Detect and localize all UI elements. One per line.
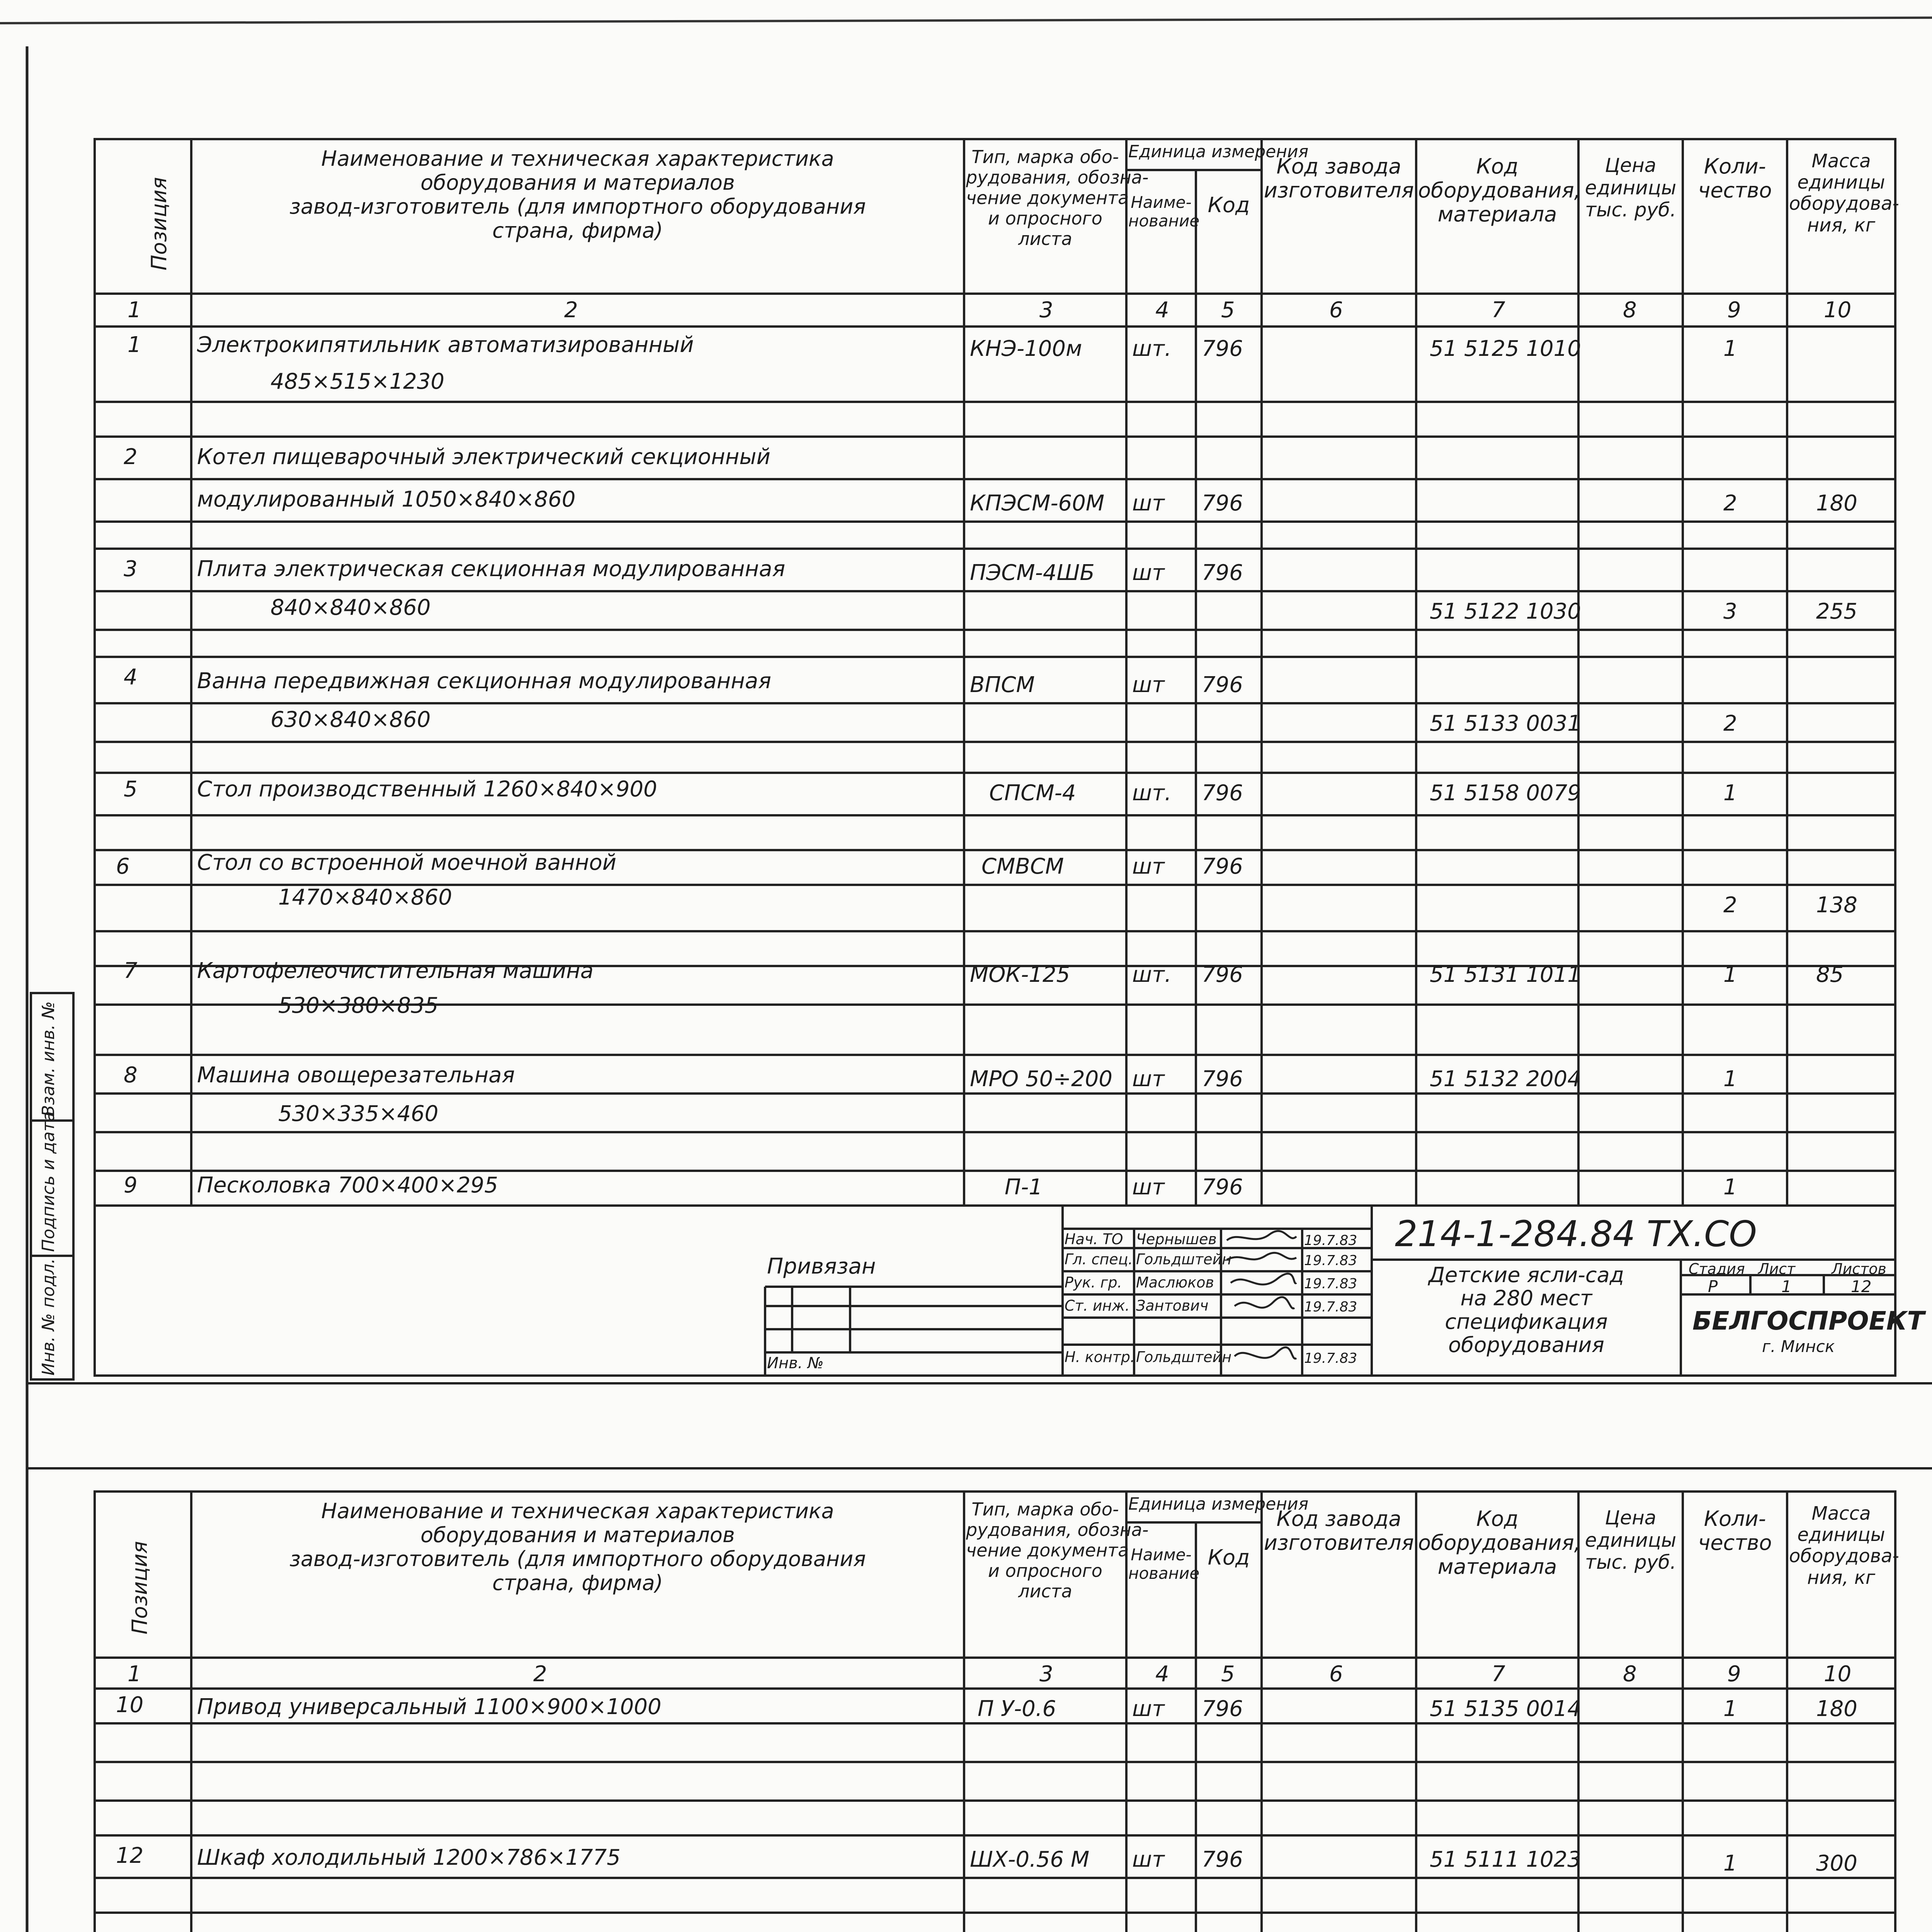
s1-code: 796	[1202, 672, 1243, 697]
side-vzam-inv: Взам. инв. №	[39, 1001, 58, 1117]
s1-code: 796	[1202, 781, 1243, 806]
stamp1-role: Ст. инж.	[1065, 1297, 1130, 1314]
stamp1-date: 19.7.83	[1304, 1350, 1357, 1366]
s1-name: Машина овощерезательная	[197, 1063, 515, 1088]
stamp1-role: Н. контр.	[1065, 1349, 1135, 1366]
stamp1-sheet: 1	[1781, 1277, 1792, 1296]
stamp1-privyazan: Привязан	[767, 1254, 876, 1279]
stamp1-date: 19.7.83	[1304, 1233, 1357, 1248]
s1-qty: 1	[1723, 1066, 1737, 1092]
s1-pos: 3	[124, 556, 138, 582]
stamp1-stage-h: Стадия	[1689, 1260, 1745, 1277]
s2-mass: 180	[1816, 1696, 1857, 1721]
s1-pos: 9	[124, 1173, 138, 1198]
stamp1-sheet-h: Лист	[1758, 1260, 1796, 1277]
s1-unit: шт	[1132, 854, 1165, 879]
s1-unit: шт.	[1132, 336, 1172, 361]
s1-qty: 3	[1723, 599, 1737, 624]
s2-qty: 1	[1723, 1851, 1737, 1876]
header-qty-2: Коли- чество	[1698, 1507, 1772, 1555]
s1-pos: 8	[124, 1063, 138, 1088]
colnum-2: 2	[533, 1662, 547, 1687]
stamp1-doc-code: 214-1-284.84 ТХ.СО	[1395, 1213, 1757, 1255]
header-unit: Единица измерения	[1128, 142, 1309, 162]
stamp1-name: Гольдштейн	[1136, 1349, 1232, 1366]
s1-type: ПЭСМ-4ШБ	[970, 560, 1095, 585]
stamp1-city: г. Минск	[1762, 1337, 1835, 1356]
colnum-7: 7	[1492, 298, 1505, 323]
stamp1-name: Гольдштейн	[1136, 1251, 1232, 1268]
s1-mass: 85	[1816, 962, 1844, 987]
s1-dims: 840×840×860	[270, 595, 431, 620]
colnum-4: 4	[1155, 1662, 1169, 1687]
s1-name: Электрокипятильник автоматизированный	[197, 332, 694, 357]
s1-qty: 2	[1723, 893, 1737, 918]
stamp1-role: Гл. спец.	[1065, 1251, 1133, 1268]
s1-mass: 180	[1816, 491, 1857, 516]
s1-type: П-1	[1005, 1175, 1043, 1200]
s1-qty: 1	[1723, 336, 1737, 361]
header-eq-code: Код оборудования, материала	[1418, 154, 1581, 227]
header-type: Тип, марка обо- рудования, обозна- чение документа и опросного листа	[966, 146, 1149, 249]
s2-code: 796	[1202, 1847, 1243, 1872]
s1-type: КПЭСМ-60М	[970, 491, 1105, 516]
s1-pos: 6	[116, 854, 130, 879]
s1-type: ВПСМ	[970, 672, 1035, 697]
s2-pos: 10	[116, 1692, 144, 1718]
stamp1-org: БЕЛГОСПРОЕКТ	[1692, 1306, 1925, 1336]
header-position: Позиция	[147, 177, 171, 270]
s2-unit: шт	[1132, 1847, 1165, 1872]
s1-unit: шт.	[1132, 962, 1172, 987]
s1-qty: 2	[1723, 711, 1737, 736]
s1-qty: 1	[1723, 962, 1737, 987]
colnum-8: 8	[1623, 1662, 1637, 1687]
colnum-3: 3	[1039, 298, 1053, 323]
s1-dims: 630×840×860	[270, 707, 431, 732]
s1-eq: 51 5125 1010	[1430, 336, 1581, 361]
s1-code: 796	[1202, 962, 1243, 987]
s1-name: Плита электрическая секционная модулированная	[197, 556, 786, 582]
s2-mass: 300	[1816, 1851, 1857, 1876]
stamp1-date: 19.7.83	[1304, 1276, 1357, 1292]
s1-name: Песколовка 700×400×295	[197, 1173, 498, 1198]
colnum-7: 7	[1492, 1662, 1505, 1687]
stamp1-sheets: 12	[1851, 1277, 1872, 1296]
s1-code: 796	[1202, 560, 1243, 585]
stamp1-stage: Р	[1708, 1277, 1718, 1296]
s1-type: МРО 50÷200	[970, 1066, 1113, 1092]
s1-qty: 2	[1723, 491, 1737, 516]
s2-type: П У-0.6	[978, 1696, 1056, 1721]
s1-pos: 7	[124, 958, 138, 983]
s1-qty: 1	[1723, 781, 1737, 806]
s1-unit: шт	[1132, 491, 1165, 516]
s2-pos: 12	[116, 1843, 144, 1868]
colnum-1: 1	[128, 298, 141, 323]
s1-code: 796	[1202, 854, 1243, 879]
side-signature-date: Подпись и дата	[39, 1111, 58, 1252]
colnum-3: 3	[1039, 1662, 1053, 1687]
s2-eq: 51 5111 1023	[1430, 1847, 1581, 1872]
s1-code: 796	[1202, 336, 1243, 361]
colnum-10: 10	[1824, 1662, 1852, 1687]
stamp1-date: 19.7.83	[1304, 1253, 1357, 1269]
header-unit-name: Наиме- нование	[1128, 193, 1200, 231]
stamp1-title: Детские ясли-сад на 280 мест спецификация оборудования	[1428, 1263, 1624, 1357]
s1-code: 796	[1202, 1175, 1243, 1200]
s1-type: МОК-125	[970, 962, 1070, 987]
stamp1-role: Рук. гр.	[1065, 1274, 1122, 1291]
s1-mass: 138	[1816, 893, 1857, 918]
header-qty: Коли- чество	[1698, 154, 1772, 203]
s2-type: ШХ-0.56 М	[970, 1847, 1090, 1872]
s1-dims: 530×335×460	[278, 1101, 439, 1126]
colnum-6: 6	[1329, 1662, 1343, 1687]
s2-name: Привод универсальный 1100×900×1000	[197, 1694, 662, 1719]
header-unit-name-2: Наиме- нование	[1128, 1545, 1200, 1583]
colnum-4: 4	[1155, 298, 1169, 323]
header-factory-2: Код завода изготовителя	[1264, 1507, 1414, 1555]
stamp1-sheets-h: Листов	[1832, 1260, 1886, 1277]
s1-unit: шт	[1132, 672, 1165, 697]
s1-pos: 4	[124, 665, 138, 690]
header-mass: Масса единицы оборудова- ния, кг	[1789, 150, 1899, 236]
header-price: Цена единицы тыс. руб.	[1585, 154, 1677, 221]
header-eq-code-2: Код оборудования, материала	[1418, 1507, 1581, 1579]
s1-name: Стол производственный 1260×840×900	[197, 777, 657, 802]
s2-eq: 51 5135 0014	[1430, 1696, 1581, 1721]
side-inv-podl: Инв. № подл.	[39, 1258, 58, 1376]
s1-code: 796	[1202, 1066, 1243, 1092]
colnum-5: 5	[1221, 298, 1235, 323]
s1-type: СПСМ-4	[989, 781, 1076, 806]
stamp1-date: 19.7.83	[1304, 1299, 1357, 1315]
header-type-2: Тип, марка обо- рудования, обозна- чение документа и опросного листа	[966, 1499, 1149, 1602]
colnum-2: 2	[564, 298, 578, 323]
s1-dims: 530×380×835	[278, 993, 439, 1018]
s1-qty: 1	[1723, 1175, 1737, 1200]
s1-dims: модулированный 1050×840×860	[197, 487, 576, 512]
s1-name: Стол со встроенной моечной ванной	[197, 850, 617, 875]
header-name-2: Наименование и техническая характеристика оборудования и материалов завод-изготовитель (для импортного оборудования страна, фирма)	[289, 1499, 866, 1595]
s1-type: КНЭ-100м	[970, 336, 1082, 361]
s1-pos: 5	[124, 777, 138, 802]
s1-dims: 1470×840×860	[278, 885, 452, 910]
header-mass-2: Масса единицы оборудова- ния, кг	[1789, 1503, 1899, 1588]
stamp1-name: Зантович	[1136, 1297, 1209, 1314]
s1-name: Ванна передвижная секционная модулированная	[197, 668, 771, 694]
header-position-2: Позиция	[128, 1541, 152, 1634]
s2-qty: 1	[1723, 1696, 1737, 1721]
stamp1-name: Маслюков	[1136, 1274, 1214, 1291]
s2-unit: шт	[1132, 1696, 1165, 1721]
colnum-10: 10	[1824, 298, 1852, 323]
stamp1-role: Нач. ТО	[1065, 1231, 1123, 1248]
stamp1-name: Чернышев	[1136, 1231, 1217, 1248]
colnum-9: 9	[1727, 1662, 1741, 1687]
s1-eq: 51 5158 0079	[1430, 781, 1581, 806]
header-price-2: Цена единицы тыс. руб.	[1585, 1507, 1677, 1573]
stamp1-inv: Инв. №	[767, 1354, 824, 1372]
colnum-6: 6	[1329, 298, 1343, 323]
s1-name: Котел пищеварочный электрический секционный	[197, 444, 770, 469]
s1-type: СМВСМ	[981, 854, 1064, 879]
s1-dims: 485×515×1230	[270, 369, 445, 394]
colnum-5: 5	[1221, 1662, 1235, 1687]
s1-eq: 51 5131 1011	[1430, 962, 1581, 987]
s1-pos: 2	[124, 444, 138, 469]
colnum-8: 8	[1623, 298, 1637, 323]
s1-name: Картофелеочистительная машина	[197, 958, 594, 983]
s1-unit: шт.	[1132, 781, 1172, 806]
header-unit-2: Единица измерения	[1128, 1494, 1309, 1514]
header-unit-code: Код	[1208, 193, 1250, 217]
colnum-9: 9	[1727, 298, 1741, 323]
header-name: Наименование и техническая характеристика оборудования и материалов завод-изготовитель (для импортного оборудования страна, фирма)	[289, 146, 866, 243]
s2-name: Шкаф холодильный 1200×786×1775	[197, 1845, 621, 1870]
s1-unit: шт	[1132, 560, 1165, 585]
s1-unit: шт	[1132, 1066, 1165, 1092]
header-factory: Код завода изготовителя	[1264, 154, 1414, 203]
s1-eq: 51 5122 1030	[1430, 599, 1581, 624]
s1-pos: 1	[128, 332, 141, 357]
s1-eq: 51 5132 2004	[1430, 1066, 1581, 1092]
s1-unit: шт	[1132, 1175, 1165, 1200]
colnum-1: 1	[128, 1662, 141, 1687]
s1-code: 796	[1202, 491, 1243, 516]
s1-eq: 51 5133 0031	[1430, 711, 1581, 736]
s1-mass: 255	[1816, 599, 1857, 624]
header-unit-code-2: Код	[1208, 1545, 1250, 1570]
s2-code: 796	[1202, 1696, 1243, 1721]
